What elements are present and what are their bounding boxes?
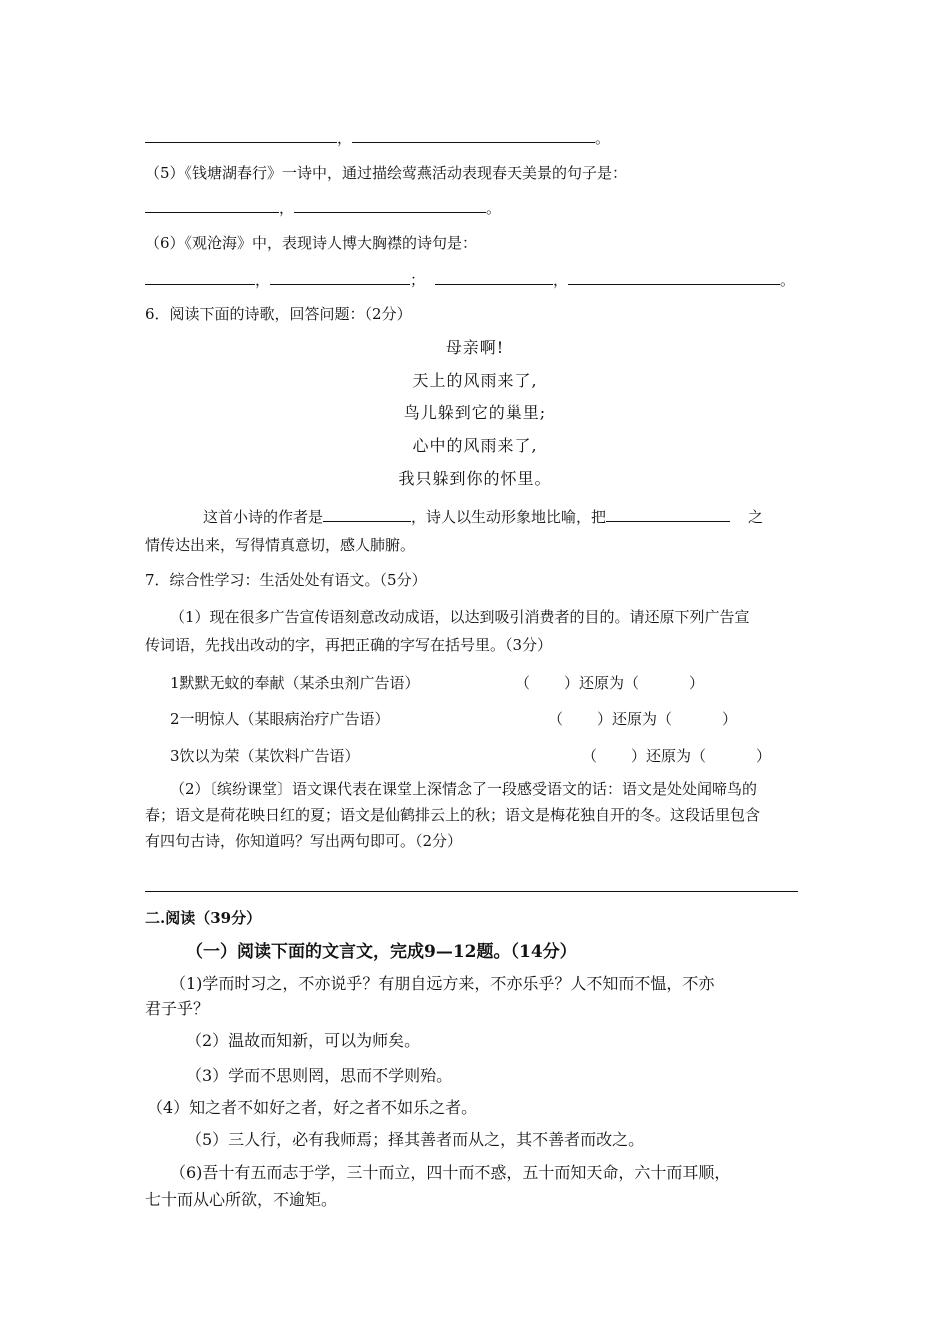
fill-line-1 — [145, 128, 610, 148]
emotion-blank[interactable] — [606, 507, 730, 522]
ask-text: 这首小诗的作者是 — [203, 508, 324, 526]
separator: ， — [337, 129, 353, 147]
period: 。 — [486, 199, 502, 217]
restore-label: 还原为（ — [579, 674, 640, 692]
answer-blank[interactable] — [145, 198, 279, 213]
classical-text-line: （6)吾十有五而志于学，三十而立，四十而不惑，五十而知天命，六十而耳顺， — [170, 1163, 731, 1182]
ask-text: 之 — [748, 508, 764, 526]
question-7-2-text-cont: 有四句古诗，你知道吗？写出两句即可。（2分） — [145, 832, 463, 850]
answer-blank[interactable] — [145, 128, 337, 143]
ad-item-answer — [515, 673, 704, 693]
bracket-close: ） — [631, 747, 647, 765]
separator: ； — [410, 271, 426, 289]
ask-text: ，诗人以生动形象地比喻，把 — [411, 508, 607, 526]
question-7-title: 7．综合性学习：生活处处有语文。（5分） — [145, 571, 427, 589]
classical-text-line: （5）三人行，必有我师焉；择其善者而从之，其不善者而改之。 — [186, 1130, 645, 1149]
bracket-close: ） — [722, 710, 738, 728]
section-2-title: 二.阅读（39分） — [145, 909, 262, 927]
answer-blank[interactable] — [270, 270, 410, 285]
bracket-close: ） — [689, 674, 705, 692]
period: 。 — [780, 271, 796, 289]
classical-text-line: 君子乎？ — [145, 999, 210, 1018]
answer-blank[interactable] — [352, 128, 595, 143]
question-6-title: 6．阅读下面的诗歌，回答问题：（2分） — [145, 305, 412, 323]
classical-text-line: （3）学而不思则罔，思而不学则殆。 — [186, 1066, 453, 1085]
bracket-close: ） — [756, 747, 772, 765]
question-7-2-text-cont: 春；语文是荷花映日红的夏；语文是仙鹤排云上的秋；语文是梅花独自开的冬。这段话里包含 — [145, 806, 761, 824]
restore-label: 还原为（ — [612, 710, 673, 728]
period: 。 — [595, 129, 611, 147]
classical-text-line: （4）知之者不如好之者，好之者不如乐之者。 — [147, 1098, 478, 1117]
classical-text-line: （2）温故而知新，可以为师矣。 — [186, 1031, 421, 1050]
bracket-open: （ — [515, 674, 531, 692]
bracket-close: ） — [597, 710, 613, 728]
poem-line: 母亲啊! — [445, 338, 505, 357]
classical-text-line: 七十而从心所欲，不逾矩。 — [145, 1190, 338, 1209]
author-blank[interactable] — [323, 507, 411, 522]
separator: ， — [255, 271, 271, 289]
answer-blank[interactable] — [145, 270, 255, 285]
ad-item-answer — [582, 746, 771, 766]
poem-line: 鸟儿躲到它的巢里; — [403, 403, 547, 422]
ad-item-text: 2一明惊人（某眼病治疗广告语） — [170, 710, 390, 728]
question-5-6: （6）《观沧海》中，表现诗人博大胸襟的诗句是： — [145, 234, 478, 252]
separator: ， — [553, 271, 569, 289]
poem-line: 心中的风雨来了, — [412, 436, 538, 455]
ad-item-text: 3饮以为荣（某饮料广告语） — [170, 747, 360, 765]
ad-item-answer — [548, 709, 737, 729]
question-6-ask-cont: 情传达出来，写得情真意切，感人肺腑。 — [145, 536, 416, 554]
question-5-5: （5）《钱塘湖春行》一诗中，通过描绘莺燕活动表现春天美景的句子是： — [145, 164, 628, 182]
restore-label: 还原为（ — [646, 747, 707, 765]
ad-item-text: 1默默无蚊的奉献（某杀虫剂广告语） — [170, 674, 420, 692]
question-7-1-text: （1）现在很多广告宣传语刻意改动成语，以达到吸引消费者的目的。请还原下列广告宣 — [170, 608, 750, 626]
answer-line[interactable] — [145, 891, 798, 892]
question-7-2-text: （2）〔缤纷课堂〕语文课代表在课堂上深情念了一段感受语文的话：语文是处处闻啼鸟的 — [170, 780, 758, 798]
section-2-subtitle: （一）阅读下面的文言文，完成9—12题。（14分） — [186, 942, 577, 962]
answer-blank[interactable] — [294, 198, 486, 213]
poem-line: 我只躲到你的怀里。 — [398, 469, 552, 488]
bracket-open: （ — [548, 710, 564, 728]
poem-line: 天上的风雨来了, — [412, 371, 538, 390]
bracket-close: ） — [564, 674, 580, 692]
answer-blank[interactable] — [568, 270, 780, 285]
fill-line-5-6 — [145, 270, 795, 290]
answer-blank[interactable] — [435, 270, 553, 285]
fill-line-5-5 — [145, 198, 501, 218]
bracket-open: （ — [582, 747, 598, 765]
separator: ， — [279, 199, 295, 217]
question-7-1-text-cont: 传词语，先找出改动的字，再把正确的字写在括号里。（3分） — [145, 636, 553, 654]
classical-text-line: （1)学而时习之，不亦说乎？有朋自远方来，不亦乐乎？人不知而不愠，不亦 — [170, 974, 715, 993]
question-6-ask — [203, 507, 763, 527]
